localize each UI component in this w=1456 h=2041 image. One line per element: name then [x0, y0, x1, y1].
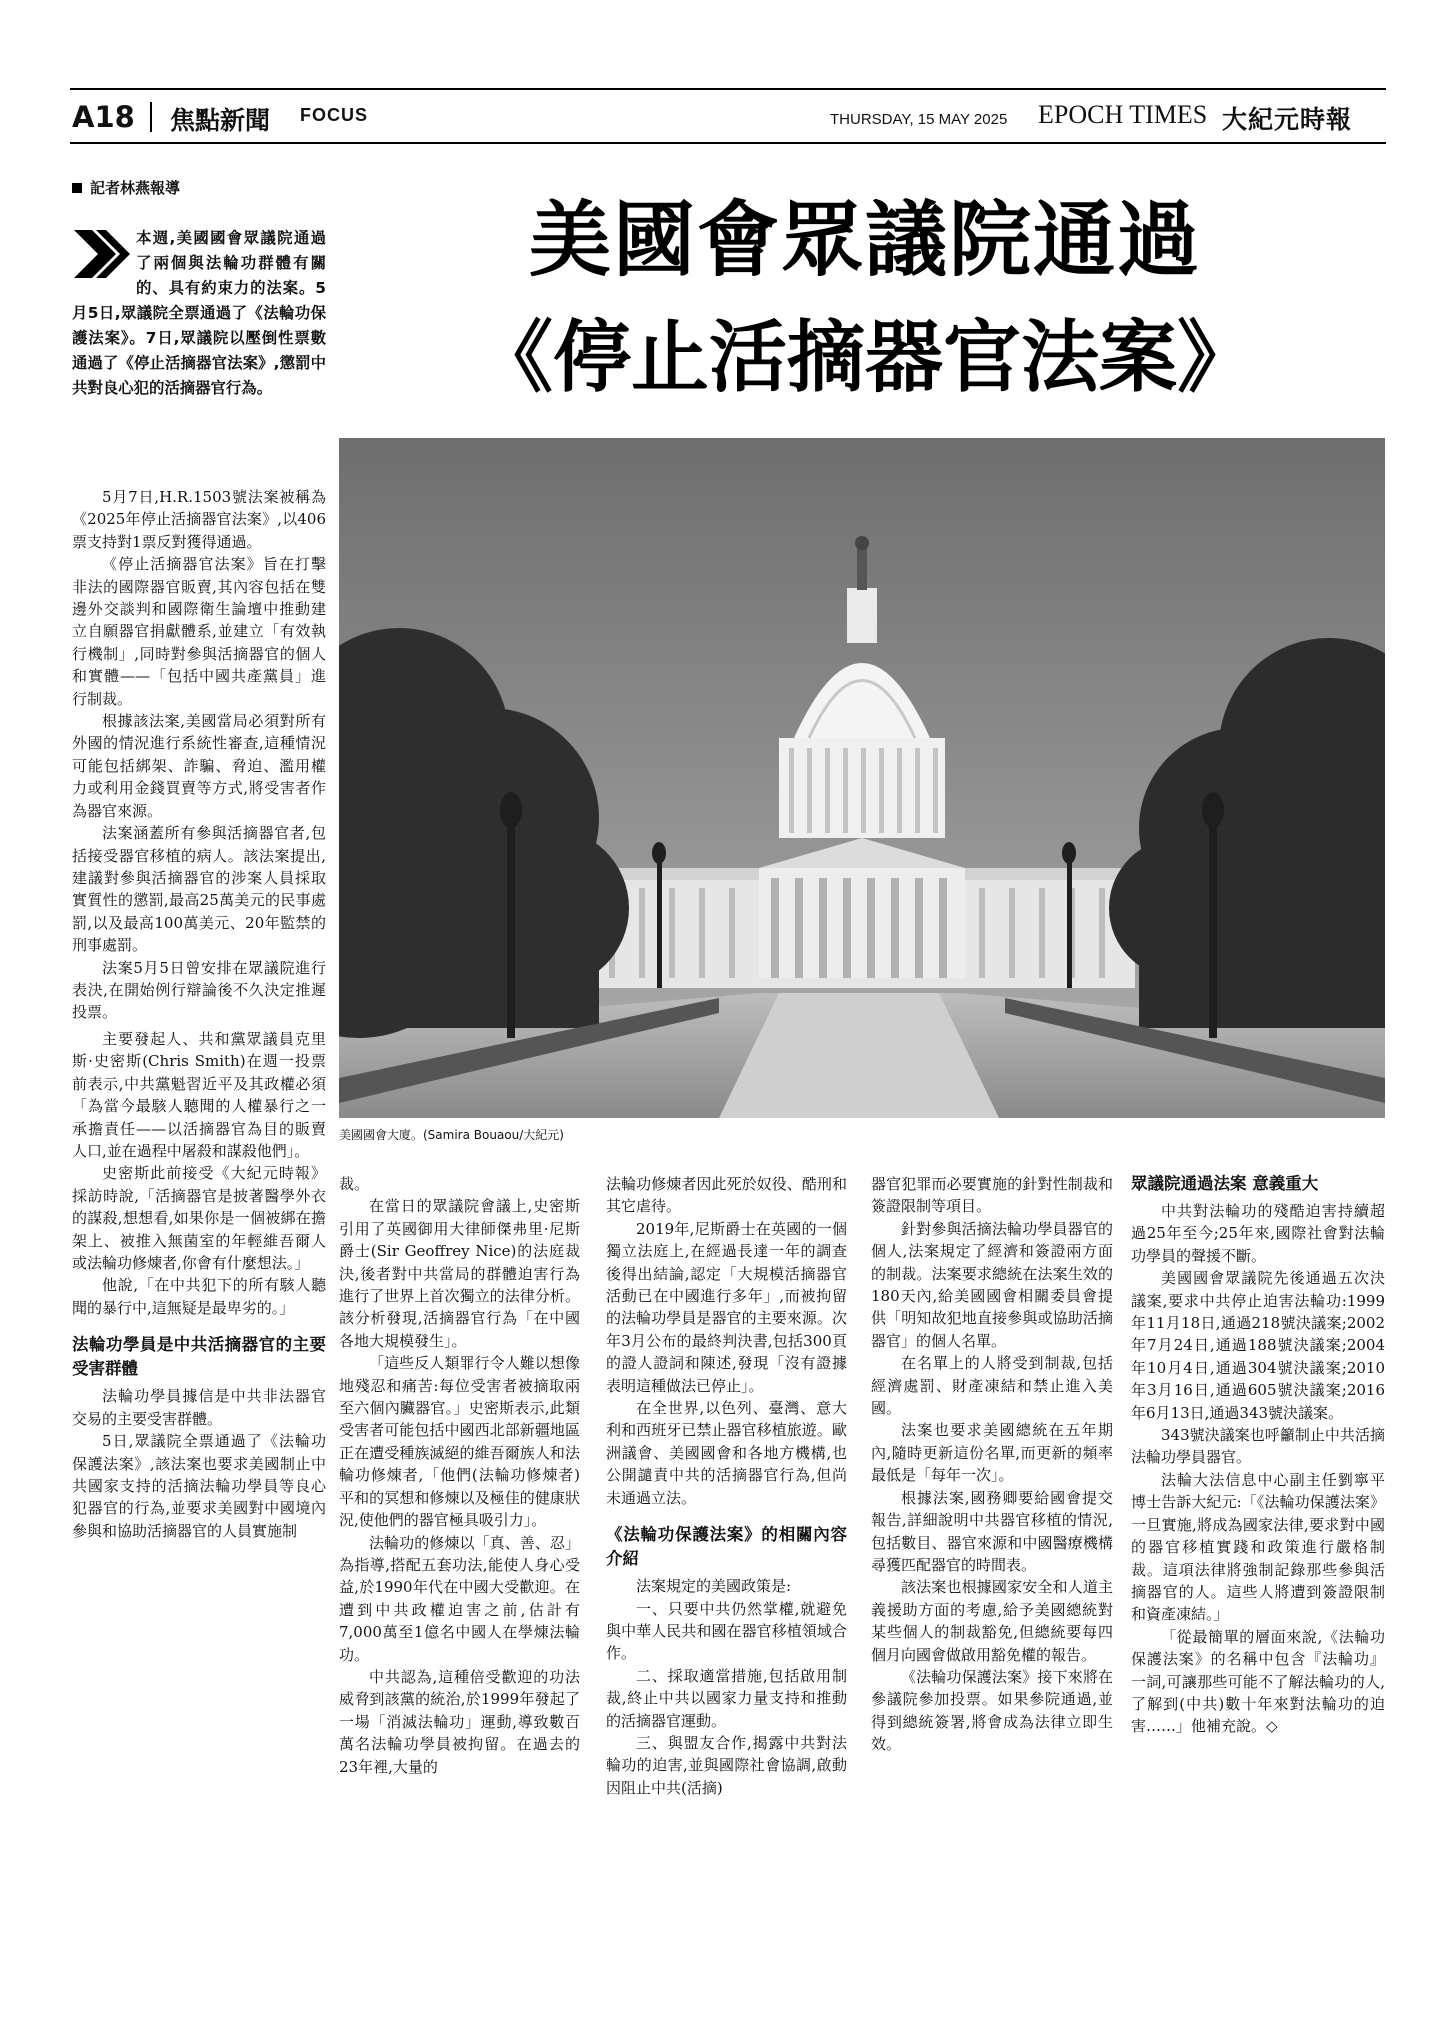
lead-paragraph	[72, 226, 326, 401]
masthead-en: EPOCH TIMES	[1038, 100, 1208, 129]
paragraph: 「從最簡單的層面來說,《法輪功保護法案》的名稱中包含『法輪功』一詞,可讓那些可能不了解法輪功的人,了解到(中共)數十年來對法輪功的迫害……」他補充說。◇	[1131, 1627, 1385, 1736]
paragraph: 三、與盟友合作,揭露中共對法輪功的迫害,並與國際社會協調,啟動因阻止中共(活摘)	[606, 1733, 847, 1797]
issue-date: THURSDAY, 15 MAY 2025	[830, 111, 1008, 128]
subheading: 眾議院通過法案 意義重大	[1131, 1174, 1319, 1193]
paragraph: 史密斯此前接受《大紀元時報》採訪時說,「活摘器官是披著醫學外衣的謀殺,想想看,如果你是一個被綁在擔架上、被推入無菌室的年輕維吾爾人或法輪功修煉者,你會有什麼想法。」	[72, 1164, 326, 1273]
paragraph: 法輪功的修煉以「真、善、忍」為指導,搭配五套功法,能使人身心受益,於1990年代在中國大受歡迎。在遭到中共政權迫害之前,估計有7,000萬至1億名中國人在學煉法輪功。	[339, 1533, 580, 1664]
masthead-zh: 大紀元時報	[1222, 105, 1353, 134]
article-column-1	[72, 486, 326, 1024]
paragraph: 一、只要中共仍然掌權,就避免與中華人民共和國在器官移植領域合作。	[606, 1599, 847, 1663]
section-title-zh: 焦點新聞	[170, 106, 271, 135]
paragraph: 「這些反人類罪行令人難以想像地殘忍和痛苦:每位受害者被摘取兩至六個內臟器官。」史密斯表示,此類受害者可能包括中國西北部新疆地區正在遭受種族滅絕的維吾爾族人和法輪功修煉者,「他們(法輪功修煉者)平和的冥想和修煉以及極佳的健康狀況,使他們的器官極具吸引力」。	[339, 1354, 580, 1530]
paragraph: 法輪功學員據信是中共非法器官交易的主要受害群體。	[72, 1387, 326, 1428]
paragraph: 根據法案,國務卿要給國會提交報告,詳細說明中共器官移植的情況,包括數目、器官來源和中國醫療機構尋獲匹配器官的時間表。	[871, 1488, 1113, 1574]
paragraph: 在全世界,以色列、臺灣、意大利和西班牙已禁止器官移植旅遊。歐洲議會、美國國會和各地方機構,也公開譴責中共的活摘器官行為,但尚未通過立法。	[606, 1399, 847, 1507]
headline-line-1: 美國會眾議院通過	[528, 192, 1201, 288]
capitol-photo	[339, 438, 1385, 1118]
byline-square-icon	[72, 183, 82, 193]
paragraph: 法案規定的美國政策是:	[636, 1577, 792, 1596]
subheading: 法輪功學員是中共活摘器官的主要受害群體	[72, 1335, 326, 1379]
article-column-2	[72, 1028, 326, 1542]
header-bottom-rule	[70, 142, 1386, 144]
byline-text: 記者林燕報導	[90, 179, 181, 197]
paragraph: 法案也要求美國總統在五年期內,隨時更新這份名單,而更新的頻率最低是「每年一次」。	[871, 1421, 1113, 1485]
paragraph: 法案5月5日曾安排在眾議院進行表決,在開始例行辯論後不久決定推遲投票。	[72, 958, 326, 1022]
paragraph: 法案涵蓋所有參與活摘器官者,包括接受器官移植的病人。該法案提出,建議對參與活摘器官的涉案人員採取實質性的懲罰,最高25萬美元的民事處罰,以及最高100萬美元、20年監禁的刑事處罰。	[72, 824, 326, 955]
paragraph-continued: 法輪功修煉者因此死於奴役、酷刑和其它虐待。	[606, 1175, 847, 1216]
headline-line-2: 《停止活摘器官法案》	[474, 312, 1255, 403]
article-column-5	[1131, 1173, 1385, 1738]
paragraph: 法輪大法信息中心副主任劉寧平博士告訴大紀元:「《法輪功保護法案》一旦實施,將成為國家法律,要求對中國的器官移植實踐和政策進行嚴格制裁。這項法律將強制記錄那些參與活摘器官的人。這些人將遭到簽證限制和資產凍結。」	[1131, 1470, 1385, 1624]
paragraph-continued: 器官犯罪而必要實施的針對性制裁和簽證限制等項目。	[871, 1175, 1113, 1216]
paragraph: 該法案也根據國家安全和人道主義援助方面的考慮,給予美國總統對某些個人的制裁豁免,但總統要每四個月向國會做啟用豁免權的報告。	[871, 1578, 1113, 1664]
paragraph: 在當日的眾議院會議上,史密斯引用了英國御用大律師傑弗里·尼斯爵士(Sir Geoffrey Nice)的法庭裁決,後者對中共當局的群體迫害行為進行了世界上首次獨立的法律分析。該分析發現,活摘器官行為「在中國各地大規模發生」。	[339, 1197, 580, 1350]
header-separator	[150, 102, 152, 132]
paragraph: 5月7日,H.R.1503號法案被稱為《2025年停止活摘器官法案》,以406票支持對1票反對獲得通過。	[72, 488, 326, 551]
paragraph: 在名單上的人將受到制裁,包括經濟處罰、財產凍結和禁止進入美國。	[871, 1354, 1113, 1418]
byline	[72, 177, 180, 198]
paragraph: 美國國會眾議院先後通過五次決議案,要求中共停止迫害法輪功:1999年11月18日,通過218號決議案;2002年7月24日,通過188號決議案;2004年10月4日,通過304號決議案;2010年3月16日,通過605號決議案;2016年6月13日,通過343號決議案。	[1131, 1269, 1385, 1422]
paragraph: 二、採取適當措施,包括啟用制裁,終止中共以國家力量支持和推動的活摘器官運動。	[606, 1666, 847, 1730]
paragraph: 中共認為,這種倍受歡迎的功法威脅到該黨的統治,於1999年發起了一場「消滅法輪功」運動,導致數百萬名法輪功學員被拘留。在過去的23年裡,大量的	[339, 1667, 580, 1776]
photo-caption: 美國國會大廈。(Samira Bouaou/大紀元)	[339, 1128, 564, 1142]
paragraph: 中共對法輪功的殘酷迫害持續超過25年至今;25年來,國際社會對法輪功學員的聲援不斷。	[1131, 1202, 1385, 1265]
paragraph: 2019年,尼斯爵士在英國的一個獨立法庭上,在經過長達一年的調查後得出結論,認定「大規模活摘器官活動已在中國進行多年」,而被拘留的法輪功學員是器官的主要來源。次年3月公布的最終判決書,包括300頁的證人證詞和陳述,發現「沒有證據表明這種做法已停止」。	[606, 1219, 847, 1395]
lead-text: 本週,美國國會眾議院通過了兩個與法輪功群體有關的、具有約束力的法案。5月5日,眾議院全票通過了《法輪功保護法案》。7日,眾議院以壓倒性票數通過了《停止活摘器官法案》,懲罰中共對良心犯的活摘器官行為。	[72, 229, 326, 397]
page-number: A18	[72, 100, 135, 134]
section-title-en: FOCUS	[300, 105, 368, 125]
paragraph: 針對參與活摘法輪功學員器官的個人,法案規定了經濟和簽證兩方面的制裁。法案要求總統在法案生效的180天內,給美國國會相關委員會提供「明知故犯地直接參與或協助活摘器官」的個人名單。	[871, 1219, 1113, 1350]
subheading: 《法輪功保護法案》的相關內容介紹	[606, 1525, 847, 1569]
article-column-3	[339, 1173, 580, 1778]
paragraph: 5日,眾議院全票通過了《法輪功保護法案》,該法案也要求美國制止中共國家支持的活摘法輪功學員等良心犯器官的行為,並要求美國對中國境內參與和協助活摘器官的人員實施制	[72, 1432, 326, 1540]
article-column-4	[606, 1173, 847, 1799]
header-top-rule	[70, 88, 1386, 90]
paragraph: 《法輪功保護法案》接下來將在參議院參加投票。如果參院通過,並得到總統簽署,將會成為法律立即生效。	[871, 1667, 1113, 1754]
paragraph: 《停止活摘器官法案》旨在打擊非法的國際器官販賣,其內容包括在雙邊外交談判和國際衛生論壇中推動建立自願器官捐獻體系,並建立「有效執行機制」,同時對參與活摘器官的個人和實體——「包括中國共產黨員」進行制裁。	[72, 555, 326, 708]
paragraph: 343號決議案也呼籲制止中共活摘法輪功學員器官。	[1131, 1426, 1385, 1467]
paragraph: 主要發起人、共和黨眾議員克里斯·史密斯(Chris Smith)在週一投票前表示,中共黨魁習近平及其政權必須「為當今最駭人聽聞的人權暴行之一承擔責任——以活摘器官為目的販賣人口,並在過程中屠殺和謀殺他們」。	[72, 1030, 326, 1161]
paragraph: 他說,「在中共犯下的所有駭人聽聞的暴行中,這無疑是最卑劣的。」	[72, 1276, 326, 1317]
paragraph-continued: 裁。	[339, 1175, 370, 1193]
paragraph: 根據該法案,美國當局必須對所有外國的情況進行系統性審查,這種情況可能包括綁架、詐騙、脅迫、濫用權力或利用金錢買賣等方式,將受害者作為器官來源。	[72, 712, 326, 820]
article-column-4b	[871, 1173, 1113, 1756]
